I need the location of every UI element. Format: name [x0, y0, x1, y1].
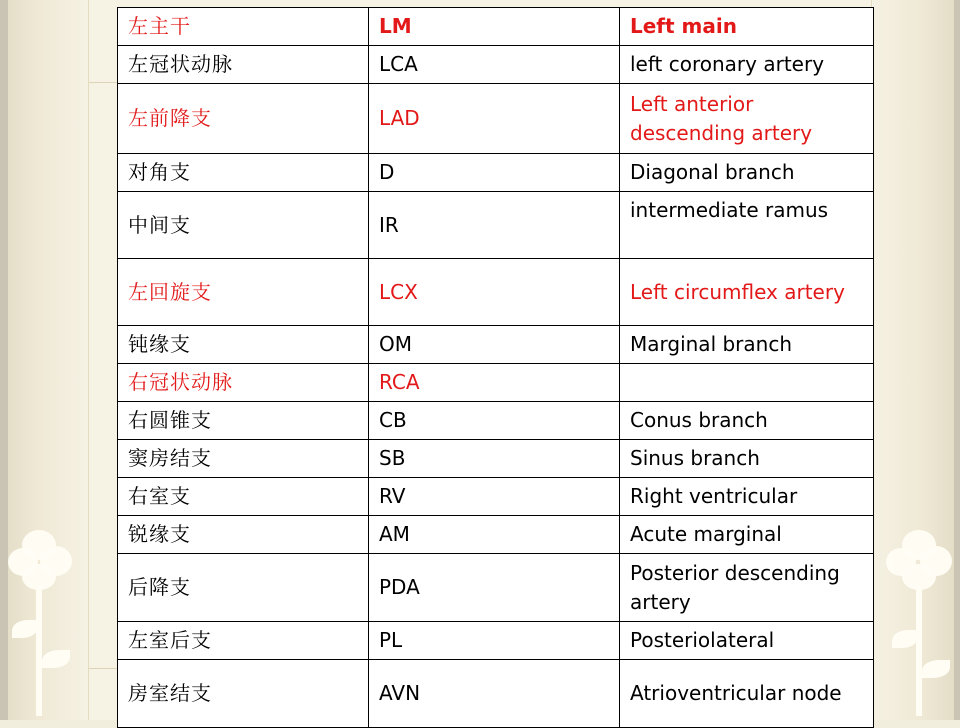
- table-row-om: [118, 326, 874, 364]
- abbr-cell: IR: [369, 192, 620, 259]
- zh-term-cell: 左前降支: [118, 84, 369, 154]
- en-term-cell: Right ventricular: [620, 478, 874, 516]
- abbr-cell: LCA: [369, 46, 620, 84]
- en-term-cell: Posteriolateral: [620, 622, 874, 660]
- abbr-cell: LAD: [369, 84, 620, 154]
- en-term-cell: Left anterior descending artery: [620, 84, 874, 154]
- en-term-cell: Diagonal branch: [620, 154, 874, 192]
- en-term-cell: Conus branch: [620, 402, 874, 440]
- zh-term-cell: 房室结支: [118, 660, 369, 728]
- table-row-am: [118, 516, 874, 554]
- en-term-cell: Acute marginal: [620, 516, 874, 554]
- abbr-cell: CB: [369, 402, 620, 440]
- abbr-cell: AM: [369, 516, 620, 554]
- table-row-pl: [118, 622, 874, 660]
- abbr-cell: RCA: [369, 364, 620, 402]
- en-term-cell: intermediate ramus: [620, 192, 874, 259]
- zh-term-cell: 左回旋支: [118, 259, 369, 326]
- en-term-cell: Left main: [620, 8, 874, 46]
- abbr-cell: AVN: [369, 660, 620, 728]
- en-term-cell: [620, 364, 874, 402]
- table-row-lad: [118, 84, 874, 154]
- abbr-cell: PDA: [369, 554, 620, 622]
- zh-term-cell: 右圆锥支: [118, 402, 369, 440]
- table-row-pda: [118, 554, 874, 622]
- flower-decoration-left: [4, 520, 84, 720]
- en-term-cell: Posterior descending artery: [620, 554, 874, 622]
- zh-term-cell: 左主干: [118, 8, 369, 46]
- zh-term-cell: 锐缘支: [118, 516, 369, 554]
- table-row-lcx: [118, 259, 874, 326]
- coronary-artery-terms-table: [117, 7, 874, 728]
- table-row-lca: [118, 46, 874, 84]
- zh-term-cell: 右室支: [118, 478, 369, 516]
- table-row-lm: [118, 8, 874, 46]
- zh-term-cell: 窦房结支: [118, 440, 369, 478]
- table-row-avn: [118, 660, 874, 728]
- en-term-cell: Atrioventricular node: [620, 660, 874, 728]
- en-term-cell: Sinus branch: [620, 440, 874, 478]
- abbr-cell: RV: [369, 478, 620, 516]
- abbr-cell: D: [369, 154, 620, 192]
- abbr-cell: LCX: [369, 259, 620, 326]
- zh-term-cell: 中间支: [118, 192, 369, 259]
- coronary-artery-terms-table-container: [117, 7, 845, 728]
- zh-term-cell: 后降支: [118, 554, 369, 622]
- abbr-cell: SB: [369, 440, 620, 478]
- abbr-cell: PL: [369, 622, 620, 660]
- zh-term-cell: 右冠状动脉: [118, 364, 369, 402]
- table-row-cb: [118, 402, 874, 440]
- zh-term-cell: 左冠状动脉: [118, 46, 369, 84]
- table-row-rca: [118, 364, 874, 402]
- abbr-cell: OM: [369, 326, 620, 364]
- table-row-sb: [118, 440, 874, 478]
- zh-term-cell: 钝缘支: [118, 326, 369, 364]
- en-term-cell: Left circumflex artery: [620, 259, 874, 326]
- abbr-cell: LM: [369, 8, 620, 46]
- flower-decoration-right: [880, 520, 960, 720]
- en-term-cell: Marginal branch: [620, 326, 874, 364]
- table-row-d: [118, 154, 874, 192]
- table-row-rv: [118, 478, 874, 516]
- table-row-ir: [118, 192, 874, 259]
- zh-term-cell: 对角支: [118, 154, 369, 192]
- en-term-cell: left coronary artery: [620, 46, 874, 84]
- zh-term-cell: 左室后支: [118, 622, 369, 660]
